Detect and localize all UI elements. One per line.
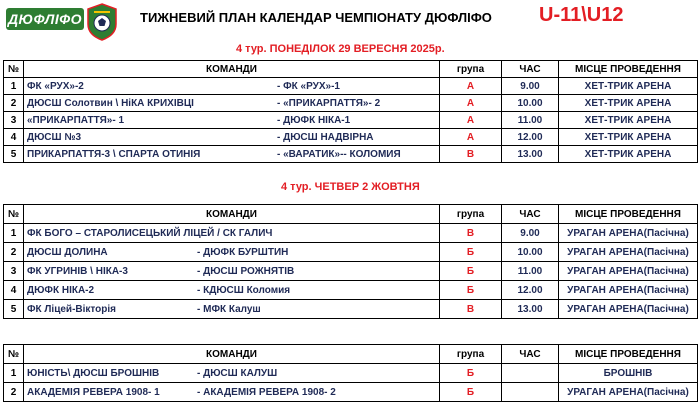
match-group: Б xyxy=(440,364,502,383)
match-num: 4 xyxy=(4,281,24,300)
match-venue: ХЕТ-ТРИК АРЕНА xyxy=(559,146,698,163)
match-venue: ХЕТ-ТРИК АРЕНА xyxy=(559,112,698,129)
home-team: ФК БОГО – СТАРОЛИСЕЦЬКИЙ ЛІЦЕЙ / СК ГАЛИЧ xyxy=(27,227,273,239)
away-team: - ДЮСШ НАДВІРНА xyxy=(277,131,374,143)
round-1-title: 4 тур. ПОНЕДІЛОК 29 ВЕРЕСНЯ 2025р. xyxy=(236,43,445,55)
home-team: ЮНІСТЬ\ ДЮСШ БРОШНІВ xyxy=(27,367,160,379)
match-venue: УРАГАН АРЕНА(Пасічна) xyxy=(559,383,698,402)
match-num: 3 xyxy=(4,262,24,281)
home-team: ДЮСШ №3 xyxy=(27,131,82,143)
match-num: 5 xyxy=(4,300,24,319)
match-time: 10.00 xyxy=(502,243,559,262)
table-row xyxy=(4,78,698,95)
match-group: В xyxy=(440,300,502,319)
match-time: 10.00 xyxy=(502,95,559,112)
schedule-table-round-2 xyxy=(3,204,698,319)
home-team: ФК Ліцей-Вікторія xyxy=(27,303,116,315)
match-num: 1 xyxy=(4,224,24,243)
match-num: 2 xyxy=(4,95,24,112)
away-team: - ДЮФК НІКА-1 xyxy=(277,114,351,126)
col-teams-header: КОМАНДИ xyxy=(24,205,440,224)
table-row xyxy=(4,146,698,163)
table-row xyxy=(4,243,698,262)
schedule-table-round-1 xyxy=(3,60,698,163)
col-teams-header: КОМАНДИ xyxy=(24,61,440,78)
match-num: 2 xyxy=(4,243,24,262)
away-team: - МФК Калуш xyxy=(197,303,261,315)
col-venue-header: МІСЦЕ ПРОВЕДЕННЯ xyxy=(559,61,698,78)
match-group: А xyxy=(440,95,502,112)
match-group: Б xyxy=(440,383,502,402)
col-time-header: ЧАС xyxy=(502,61,559,78)
schedule-table-round-3 xyxy=(3,344,698,402)
home-team: ДЮСШ Солотвин \ НіКА КРИХІВЦІ xyxy=(27,97,194,109)
col-group-header: група xyxy=(440,345,502,364)
match-group: А xyxy=(440,112,502,129)
home-team: ФК УГРИНІВ \ НІКА-3 xyxy=(27,265,128,277)
table-row xyxy=(4,224,698,243)
away-team: - «ВАРАТИК»-- КОЛОМИЯ xyxy=(277,148,401,160)
col-group-header: група xyxy=(440,205,502,224)
match-time: 11.00 xyxy=(502,112,559,129)
match-venue: ХЕТ-ТРИК АРЕНА xyxy=(559,95,698,112)
away-team: - ДЮСШ РОЖНЯТІВ xyxy=(197,265,295,277)
table-header-row xyxy=(4,345,698,364)
match-venue: УРАГАН АРЕНА(Пасічна) xyxy=(559,262,698,281)
match-venue: УРАГАН АРЕНА(Пасічна) xyxy=(559,243,698,262)
match-venue: УРАГАН АРЕНА(Пасічна) xyxy=(559,224,698,243)
match-group: А xyxy=(440,129,502,146)
table-header-row xyxy=(4,205,698,224)
home-team: ФК «РУХ»-2 xyxy=(27,80,84,92)
match-group: Б xyxy=(440,243,502,262)
match-group: В xyxy=(440,146,502,163)
match-teams xyxy=(24,300,440,319)
match-time: 11.00 xyxy=(502,262,559,281)
col-num-header: № xyxy=(4,61,24,78)
match-group: А xyxy=(440,78,502,95)
match-time: 12.00 xyxy=(502,281,559,300)
match-teams xyxy=(24,95,440,112)
match-venue: ХЕТ-ТРИК АРЕНА xyxy=(559,78,698,95)
match-time: 9.00 xyxy=(502,78,559,95)
match-num: 1 xyxy=(4,364,24,383)
home-team: ДЮФК НІКА-2 xyxy=(27,284,95,296)
table-row xyxy=(4,262,698,281)
away-team: - АКАДЕМІЯ РЕВЕРА 1908- 2 xyxy=(197,386,336,398)
col-venue-header: МІСЦЕ ПРОВЕДЕННЯ xyxy=(559,205,698,224)
match-group: Б xyxy=(440,262,502,281)
col-num-header: № xyxy=(4,345,24,364)
page-title: ТИЖНЕВИЙ ПЛАН КАЛЕНДАР ЧЕМПІОНАТУ ДЮФЛІФО xyxy=(140,10,492,25)
match-teams xyxy=(24,383,440,402)
logo-wordmark: ДЮФЛІФО xyxy=(6,8,84,30)
table-row xyxy=(4,300,698,319)
table-header-row xyxy=(4,61,698,78)
match-time xyxy=(502,383,559,402)
home-team: ДЮСШ ДОЛИНА xyxy=(27,246,108,258)
match-teams xyxy=(24,281,440,300)
col-teams-header: КОМАНДИ xyxy=(24,345,440,364)
table-row xyxy=(4,95,698,112)
match-time: 9.00 xyxy=(502,224,559,243)
away-team: - КДЮСШ Коломия xyxy=(197,284,291,296)
match-group: В xyxy=(440,224,502,243)
match-num: 5 xyxy=(4,146,24,163)
table-row xyxy=(4,383,698,402)
home-team: «ПРИКАРПАТТЯ»- 1 xyxy=(27,114,125,126)
round-2-title: 4 тур. ЧЕТВЕР 2 ЖОВТНЯ xyxy=(281,181,420,193)
table-row xyxy=(4,112,698,129)
match-teams xyxy=(24,78,440,95)
match-time: 13.00 xyxy=(502,146,559,163)
match-venue: ХЕТ-ТРИК АРЕНА xyxy=(559,129,698,146)
match-venue: УРАГАН АРЕНА(Пасічна) xyxy=(559,281,698,300)
match-num: 3 xyxy=(4,112,24,129)
match-group: Б xyxy=(440,281,502,300)
away-team: - «ПРИКАРПАТТЯ»- 2 xyxy=(277,97,381,109)
match-num: 1 xyxy=(4,78,24,95)
away-team: - ДЮСШ КАЛУШ xyxy=(197,367,278,379)
match-teams xyxy=(24,146,440,163)
col-time-header: ЧАС xyxy=(502,345,559,364)
col-time-header: ЧАС xyxy=(502,205,559,224)
col-venue-header: МІСЦЕ ПРОВЕДЕННЯ xyxy=(559,345,698,364)
col-group-header: група xyxy=(440,61,502,78)
match-time: 12.00 xyxy=(502,129,559,146)
match-teams xyxy=(24,224,440,243)
league-logo xyxy=(6,2,114,44)
home-team: ПРИКАРПАТТЯ-3 \ СПАРТА ОТИНІЯ xyxy=(27,148,201,160)
col-num-header: № xyxy=(4,205,24,224)
match-num: 2 xyxy=(4,383,24,402)
match-teams xyxy=(24,364,440,383)
match-time: 13.00 xyxy=(502,300,559,319)
table-row xyxy=(4,364,698,383)
age-group-title: U-11\U12 xyxy=(539,4,624,26)
match-venue: БРОШНІВ xyxy=(559,364,698,383)
home-team: АКАДЕМІЯ РЕВЕРА 1908- 1 xyxy=(27,386,160,398)
match-teams xyxy=(24,112,440,129)
away-team: - ДЮФК БУРШТИН xyxy=(197,246,289,258)
table-row xyxy=(4,129,698,146)
match-teams xyxy=(24,129,440,146)
match-teams xyxy=(24,243,440,262)
away-team: - ФК «РУХ»-1 xyxy=(277,80,340,92)
match-venue: УРАГАН АРЕНА(Пасічна) xyxy=(559,300,698,319)
match-time xyxy=(502,364,559,383)
match-num: 4 xyxy=(4,129,24,146)
match-teams xyxy=(24,262,440,281)
football-emblem-icon xyxy=(84,2,120,42)
table-row xyxy=(4,281,698,300)
